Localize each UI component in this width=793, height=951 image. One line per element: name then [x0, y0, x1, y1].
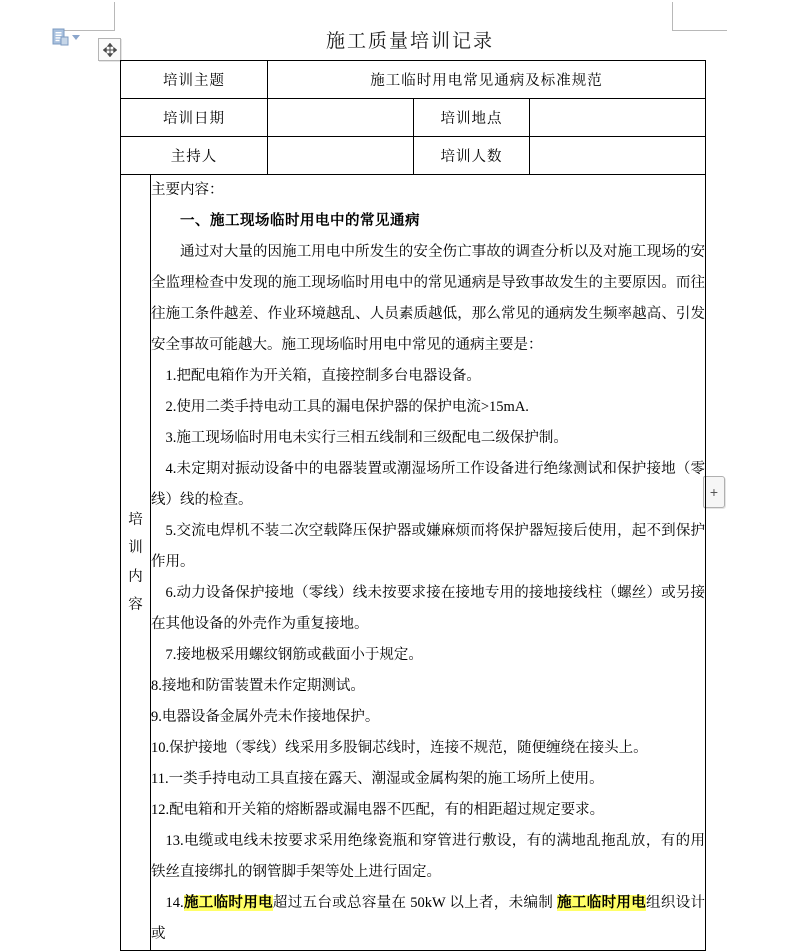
- vertical-label-char-3: 内: [128, 568, 143, 585]
- list-item-text: 保护接地（零线）线采用多股铜芯线时，连接不规范，随便缠绕在接头上。: [169, 740, 648, 756]
- list-item-number: 14.: [165, 895, 184, 911]
- list-item-text: 未定期对振动设备中的电器装置或潮湿场所工作设备进行绝缘测试和保护接地（零线）线的检查。: [151, 461, 706, 508]
- list-item-text: 交流电焊机不装二次空载降压保护器或嫌麻烦而将保护器短接后使用，起不到保护作用。: [151, 523, 706, 570]
- list-item-number: 12.: [151, 802, 170, 818]
- cell-label-date[interactable]: 培训日期: [121, 99, 268, 137]
- cell-value-location[interactable]: [530, 99, 706, 137]
- list-item: [151, 640, 705, 671]
- list-item: [151, 454, 705, 516]
- cell-label-location[interactable]: 培训地点: [414, 99, 530, 137]
- highlighted-term-2: 施工临时用电: [557, 895, 647, 911]
- cell-value-training-content[interactable]: [151, 175, 706, 951]
- margin-marker-top-left: [58, 2, 115, 31]
- list-item-number: 8.: [151, 678, 162, 694]
- cell-value-host[interactable]: [268, 137, 414, 175]
- list-item: [151, 795, 705, 826]
- list-item-number: 7.: [165, 647, 177, 663]
- list-item: [151, 392, 705, 423]
- cell-value-topic[interactable]: 施工临时用电常见通病及标准规范: [268, 61, 706, 99]
- content-section-title: 一、施工现场临时用电中的常见通病: [180, 213, 420, 229]
- list-item-text: 接地和防雷装置未作定期测试。: [161, 678, 365, 694]
- list-item: [151, 733, 705, 764]
- content-heading: 主要内容：: [151, 182, 224, 198]
- table-row-host: [121, 137, 706, 175]
- table-row-content: [121, 175, 706, 951]
- list-item-number: 9.: [151, 709, 162, 725]
- list-item-number: 13.: [165, 833, 184, 849]
- highlighted-term-1: 施工临时用电: [183, 895, 273, 911]
- list-item-number: 11.: [151, 771, 169, 787]
- add-column-button[interactable]: [703, 476, 725, 508]
- list-item-text-mid: 超过五台或总容量在 50kW 以上者，未编制: [272, 895, 558, 911]
- table-move-handle-icon[interactable]: [98, 38, 121, 61]
- list-item-14: [151, 888, 705, 950]
- vertical-label-text: [121, 506, 150, 619]
- list-item-number: 6.: [165, 585, 177, 601]
- list-item: [151, 361, 705, 392]
- paste-options-icon[interactable]: [52, 28, 69, 46]
- cell-label-training-content[interactable]: [121, 175, 151, 951]
- training-content-body: [151, 175, 705, 950]
- list-item-text: 配电箱和开关箱的熔断器或漏电器不匹配，有的相距超过规定要求。: [169, 802, 605, 818]
- list-item-text: 把配电箱作为开关箱，直接控制多台电器设备。: [176, 368, 481, 384]
- vertical-label-char-4: 容: [128, 596, 143, 613]
- list-item: [151, 826, 705, 888]
- list-item: [151, 764, 705, 795]
- list-item-number: 5.: [165, 523, 177, 539]
- paste-options-tag[interactable]: [52, 28, 80, 46]
- cell-value-date[interactable]: [268, 99, 414, 137]
- list-item-text: 施工现场临时用电未实行三相五线制和三级配电二级保护制。: [176, 430, 568, 446]
- list-item-number: 1.: [165, 368, 177, 384]
- content-intro-paragraph: 通过对大量的因施工用电中所发生的安全伤亡事故的调查分析以及对施工现场的安全监理检查中发现的施工现场临时用电中的常见通病是导致事故发生的主要原因。而往往施工条件越差、作业环境越乱、人员素质越低，那么常见的通病发生频率越高、引发安全事故可能越大。施工现场临时用电中常见的通病主要是：: [151, 244, 706, 353]
- chevron-down-icon[interactable]: [72, 35, 80, 40]
- list-item-text: 一类手持电动工具直接在露天、潮湿或金属构架的施工场所上使用。: [168, 771, 604, 787]
- list-item-number: 3.: [165, 430, 177, 446]
- table-row-topic: [121, 61, 706, 99]
- list-item-number: 2.: [165, 399, 177, 415]
- list-item: [151, 578, 705, 640]
- list-item-text-tail: 组织设计或: [151, 895, 706, 942]
- vertical-label-char-1: 培: [128, 511, 143, 528]
- training-record-table: [120, 60, 706, 951]
- cell-label-topic[interactable]: 培训主题: [121, 61, 268, 99]
- list-item: [151, 516, 705, 578]
- list-item-text: 电缆或电线未按要求采用绝缘瓷瓶和穿管进行敷设，有的满地乱拖乱放，有的用铁丝直接绑扎的钢管脚手架等处上进行固定。: [151, 833, 706, 880]
- cell-value-headcount[interactable]: [530, 137, 706, 175]
- list-item: [151, 671, 705, 702]
- list-item: [151, 423, 705, 454]
- cell-label-headcount[interactable]: 培训人数: [414, 137, 530, 175]
- cell-label-host[interactable]: 主持人: [121, 137, 268, 175]
- page-title: 施工质量培训记录: [325, 31, 494, 52]
- list-item: [151, 702, 705, 733]
- list-item-text: 使用二类手持电动工具的漏电保护器的保护电流>15mA.: [176, 399, 529, 415]
- list-item-text: 动力设备保护接地（零线）线未按要求接在接地专用的接地接线柱（螺丝）或另接在其他设备的外壳作为重复接地。: [151, 585, 706, 632]
- table-row-date: [121, 99, 706, 137]
- list-item-number: 10.: [151, 740, 170, 756]
- list-item-text: 电器设备金属外壳未作接地保护。: [161, 709, 380, 725]
- vertical-label-char-2: 训: [128, 540, 143, 557]
- list-item-number: 4.: [165, 461, 177, 477]
- list-item-text: 接地极采用螺纹钢筋或截面小于规定。: [176, 647, 423, 663]
- add-column-label: +: [709, 484, 719, 500]
